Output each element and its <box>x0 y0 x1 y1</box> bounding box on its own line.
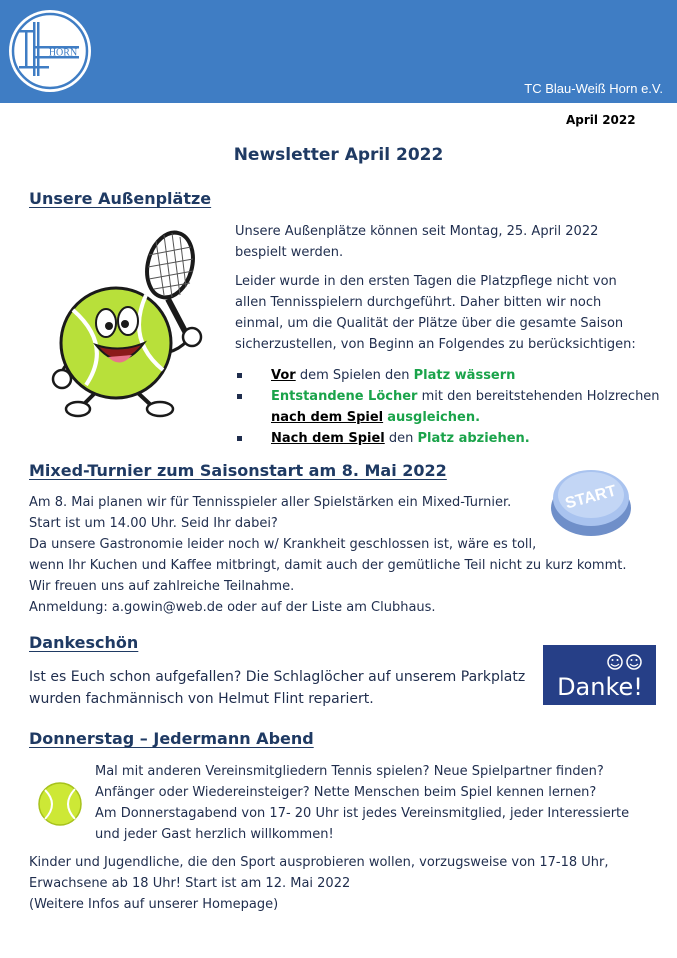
text-line: Mal mit anderen Vereinsmitgliedern Tennis spielen? Neue Spielpartner finden? <box>95 764 604 779</box>
text-line: einmal, um die Qualität der Plätze über die gesamte Saison <box>235 316 624 331</box>
donnerstag-text-2 <box>29 852 609 915</box>
text-line: wenn Ihr Kuchen und Kaffee mitbringt, damit auch der gemütliche Teil nicht zu kurz kommt. <box>29 558 627 573</box>
text-line: Start ist um 14.00 Uhr. Seid Ihr dabei? <box>29 516 278 531</box>
tennis-ball-icon <box>37 781 83 827</box>
green-text: Platz wässern <box>413 368 516 383</box>
underlined-text: Vor <box>271 368 296 383</box>
tennis-ball-mascot-icon <box>28 225 218 425</box>
text-line: und jeder Gast herzlich willkommen! <box>95 827 334 842</box>
newsletter-date: April 2022 <box>566 113 636 127</box>
club-logo <box>7 8 93 94</box>
text: den <box>384 431 418 446</box>
section-heading-danke: Dankeschön <box>29 633 139 652</box>
section-heading-donnerstag: Donnerstag – Jedermann Abend <box>29 729 314 748</box>
section-heading-aussenplaetze: Unsere Außenplätze <box>29 189 212 208</box>
text-line: Leider wurde in den ersten Tagen die Platzpflege nicht von <box>235 274 617 289</box>
danke-label: Danke! <box>557 673 643 701</box>
text-line: Wir freuen uns auf zahlreiche Teilnahme. <box>29 579 295 594</box>
donnerstag-text-1 <box>95 761 629 845</box>
green-text: Platz abziehen. <box>417 431 530 446</box>
danke-image <box>543 645 656 705</box>
underlined-text: nach dem Spiel <box>271 410 384 425</box>
text: mit den bereitstehenden Holzrechen <box>417 389 660 404</box>
aussenplaetze-intro <box>235 221 598 263</box>
list-item <box>236 365 660 386</box>
text-line: Anmeldung: a.gowin@web.de oder auf der Liste am Clubhaus. <box>29 600 436 615</box>
green-text: ausgleichen. <box>387 410 481 425</box>
text-line: wurden fachmännisch von Helmut Flint repariert. <box>29 691 374 707</box>
list-item <box>236 428 660 449</box>
text-line: Erwachsene ab 18 Uhr! Start ist am 12. Mai 2022 <box>29 876 351 891</box>
text-line: (Weitere Infos auf unserer Homepage) <box>29 897 279 912</box>
header-banner <box>0 0 677 103</box>
text-line: Kinder und Jugendliche, die den Sport ausprobieren wollen, vorzugsweise von 17-18 Uhr, <box>29 855 609 870</box>
danke-text <box>29 666 525 710</box>
club-name: TC Blau-Weiß Horn e.V. <box>524 81 663 96</box>
text-line: Da unsere Gastronomie leider noch w/ Krankheit geschlossen ist, wäre es toll, <box>29 537 537 552</box>
text-line: Anfänger oder Wiedereinsteiger? Nette Menschen beim Spiel kennen lernen? <box>95 785 597 800</box>
text-line: Am Donnerstagabend von 17- 20 Uhr ist jedes Vereinsmitglied, jeder Interessierte <box>95 806 630 821</box>
page-title: Newsletter April 2022 <box>233 145 444 165</box>
text-line: Ist es Euch schon aufgefallen? Die Schlaglöcher auf unserem Parkplatz <box>29 669 526 685</box>
text-line: bespielt werden. <box>235 245 344 260</box>
text-line: Unsere Außenplätze können seit Montag, 25. April 2022 <box>235 224 599 239</box>
text-line: Am 8. Mai planen wir für Tennisspieler aller Spielstärken ein Mixed-Turnier. <box>29 495 512 510</box>
mixed-text <box>29 492 626 618</box>
list-item <box>236 386 660 407</box>
text-line: allen Tennisspielern durchgeführt. Daher bitten wir noch <box>235 295 602 310</box>
green-text: Entstandene Löcher <box>271 389 418 404</box>
rules-list <box>236 365 660 449</box>
aussenplaetze-request <box>235 271 636 355</box>
text-line: sicherzustellen, von Beginn an Folgendes zu berücksichtigen: <box>235 337 636 352</box>
logo-text: HORN <box>48 47 78 59</box>
text: dem Spielen den <box>295 368 414 383</box>
start-label: START <box>563 482 619 513</box>
list-continuation <box>236 407 660 428</box>
underlined-text: Nach dem Spiel <box>271 431 385 446</box>
section-heading-mixed: Mixed-Turnier zum Saisonstart am 8. Mai 2022 <box>29 461 447 480</box>
